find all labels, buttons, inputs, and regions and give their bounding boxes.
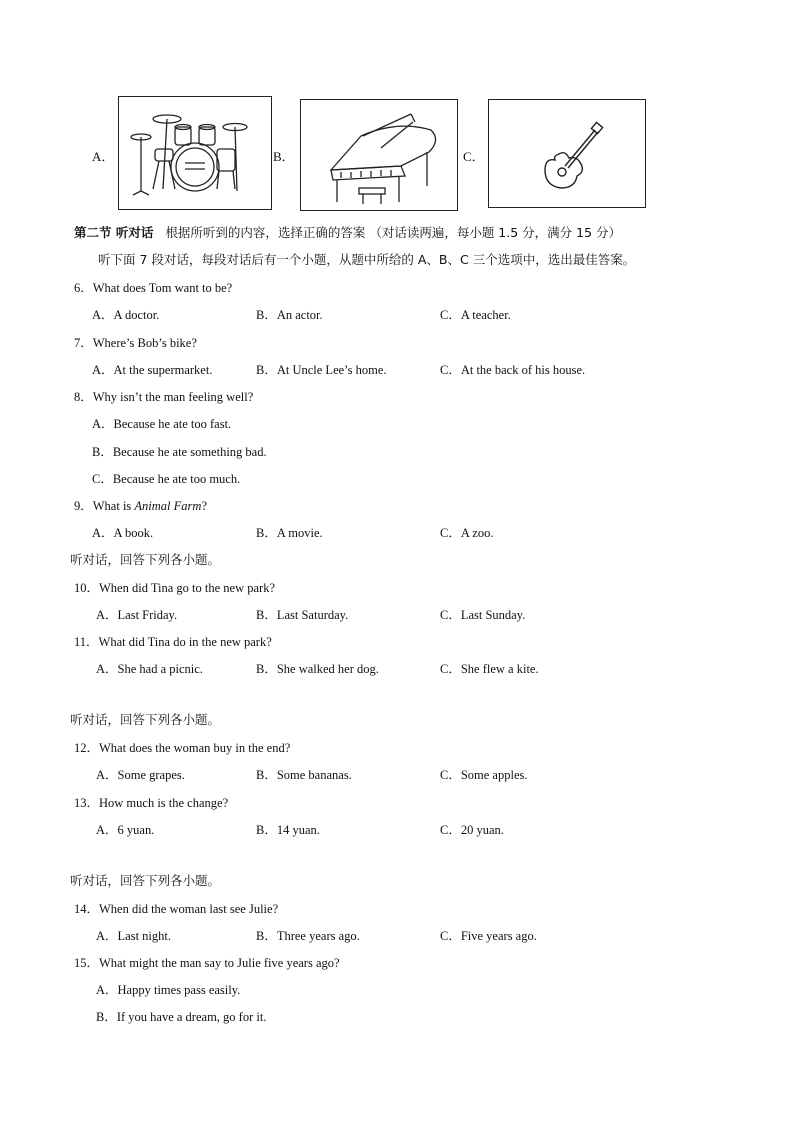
question-15-option-a[interactable]: A．Happy times pass easily.: [96, 983, 241, 997]
question-9-stem-suffix: ?: [201, 499, 207, 513]
question-13-stem: 13．How much is the change?: [74, 796, 229, 810]
question-6-option-c[interactable]: C．A teacher.: [440, 308, 511, 322]
question-13-option-b[interactable]: B．14 yuan.: [256, 823, 320, 837]
question-9-option-c[interactable]: C．A zoo.: [440, 526, 494, 540]
section-header: [74, 223, 621, 241]
question-7-option-c[interactable]: C．At the back of his house.: [440, 363, 586, 377]
question-10-stem: 10．When did Tina go to the new park?: [74, 581, 276, 595]
question-10-option-c[interactable]: C．Last Sunday.: [440, 608, 526, 622]
question-14-option-a[interactable]: A．Last night.: [96, 929, 171, 943]
question-15-stem: 15．What might the man say to Julie five years ago?: [74, 956, 340, 970]
question-8-option-a[interactable]: A．Because he ate too fast.: [92, 417, 232, 431]
question-10-option-b[interactable]: B．Last Saturday.: [256, 608, 349, 622]
question-11-stem: 11．What did Tina do in the new park?: [74, 635, 272, 649]
question-6-option-a[interactable]: A．A doctor.: [92, 308, 160, 322]
guitar-icon: [489, 100, 645, 207]
question-8-option-c[interactable]: C．Because he ate too much.: [92, 472, 241, 486]
question-14-option-b[interactable]: B．Three years ago.: [256, 929, 360, 943]
question-6-option-b[interactable]: B．An actor.: [256, 308, 323, 322]
guitar-picture: [488, 99, 646, 208]
piano-icon: [301, 100, 457, 210]
question-15-option-b[interactable]: B．If you have a dream, go for it.: [96, 1010, 267, 1024]
question-12-option-a[interactable]: A．Some grapes.: [96, 768, 185, 782]
option-a-label: A．: [92, 149, 115, 164]
question-11-option-c[interactable]: C．She flew a kite.: [440, 662, 539, 676]
question-7-stem: 7．Where’s Bob’s bike?: [74, 336, 197, 350]
question-11-option-b[interactable]: B．She walked her dog.: [256, 662, 379, 676]
section-description: 根据所听到的内容，选择正确的答案 （对话读两遍，每小题 1.5 分，满分 15 分）: [165, 225, 621, 240]
question-8-stem: 8．Why isn’t the man feeling well?: [74, 390, 254, 404]
question-14-option-c[interactable]: C．Five years ago.: [440, 929, 537, 943]
question-7-option-b[interactable]: B．At Uncle Lee’s home.: [256, 363, 387, 377]
option-b-label: B．: [273, 149, 295, 164]
question-8-option-b[interactable]: B．Because he ate something bad.: [92, 445, 267, 459]
piano-picture: [300, 99, 458, 211]
drum-kit-picture: [118, 96, 272, 210]
question-9-option-a[interactable]: A．A book.: [92, 526, 154, 540]
question-12-stem: 12．What does the woman buy in the end?: [74, 741, 291, 755]
dialogue-group-1-heading: 听对话，回答下列各小题。: [70, 552, 221, 567]
section-instruction: 听下面 7 段对话，每段对话后有一个小题，从题中所给的 A、B、C 三个选项中，选出最佳答案。: [98, 252, 636, 267]
question-10-option-a[interactable]: A．Last Friday.: [96, 608, 178, 622]
question-11-option-a[interactable]: A．She had a picnic.: [96, 662, 203, 676]
dialogue-group-2-heading: 听对话，回答下列各小题。: [70, 712, 221, 727]
question-12-option-c[interactable]: C．Some apples.: [440, 768, 528, 782]
option-c-label: C．: [463, 149, 485, 164]
question-9-title: Animal Farm: [134, 499, 202, 513]
question-6-stem: 6．What does Tom want to be?: [74, 281, 233, 295]
question-9-stem-prefix: 9．What is: [74, 499, 135, 513]
question-13-option-a[interactable]: A．6 yuan.: [96, 823, 155, 837]
section-title: 第二节 听对话: [74, 225, 154, 240]
dialogue-group-3-heading: 听对话，回答下列各小题。: [70, 873, 221, 888]
question-12-option-b[interactable]: B．Some bananas.: [256, 768, 352, 782]
question-9-option-b[interactable]: B．A movie.: [256, 526, 323, 540]
question-7-option-a[interactable]: A．At the supermarket.: [92, 363, 213, 377]
question-13-option-c[interactable]: C．20 yuan.: [440, 823, 504, 837]
question-9-stem: [74, 496, 207, 514]
drum-kit-icon: [119, 97, 271, 209]
question-14-stem: 14．When did the woman last see Julie?: [74, 902, 279, 916]
